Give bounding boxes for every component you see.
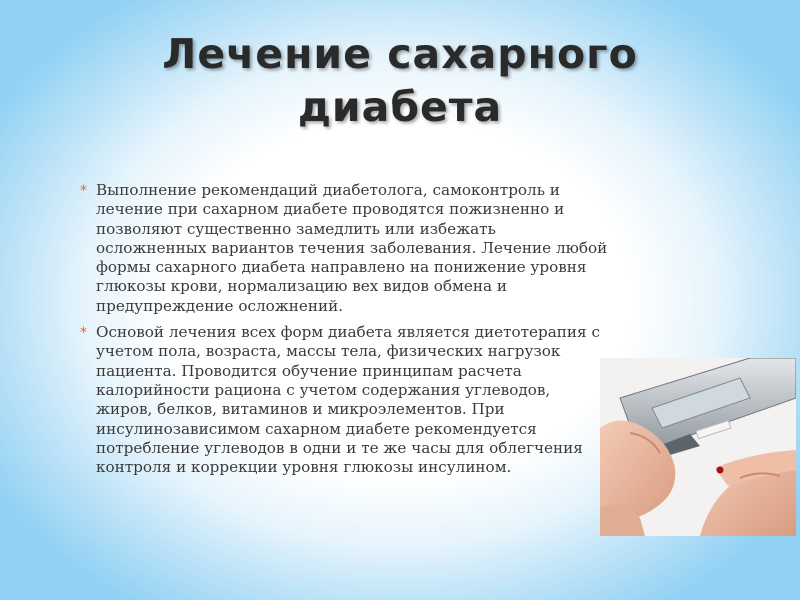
bullet-marker-icon: * bbox=[80, 325, 87, 342]
title-line-1: Лечение сахарного bbox=[162, 30, 638, 78]
bullet-item bbox=[80, 323, 609, 477]
blood-drop-icon bbox=[717, 467, 724, 474]
slide-title bbox=[0, 28, 800, 134]
bullet-text: Основой лечения всех форм диабета является диетотерапия с учетом пола, возраста, массы тела, физических нагрузок пациента. Проводится обучение принципам расчета калорийности рациона с учетом содержания углеводов, жиров, белков, витаминов и микроэлементов. При инсулинозависимом сахарном диабете рекомендуется потребление углеводов в одни и те же часы для облегчения контроля и коррекции уровня глюкозы инсулином. bbox=[96, 323, 600, 477]
glucometer-photo bbox=[600, 358, 796, 536]
glucose-meter-hands-image bbox=[600, 358, 796, 536]
bullet-text: Выполнение рекомендаций диабетолога, самоконтроль и лечение при сахарном диабете проводятся пожизненно и позволяют существенно замедлить или избежать осложненных вариантов течения заболевания. Лечение любой формы сахарного диабета направлено на понижение уровня глюкозы крови, нормализацию вех видов обмена и предупреждение осложнений. bbox=[96, 181, 608, 315]
bullet-list bbox=[80, 181, 609, 477]
bullet-item bbox=[80, 181, 609, 316]
bullet-marker-icon: * bbox=[80, 183, 87, 199]
title-line-2: диабета bbox=[297, 83, 503, 131]
